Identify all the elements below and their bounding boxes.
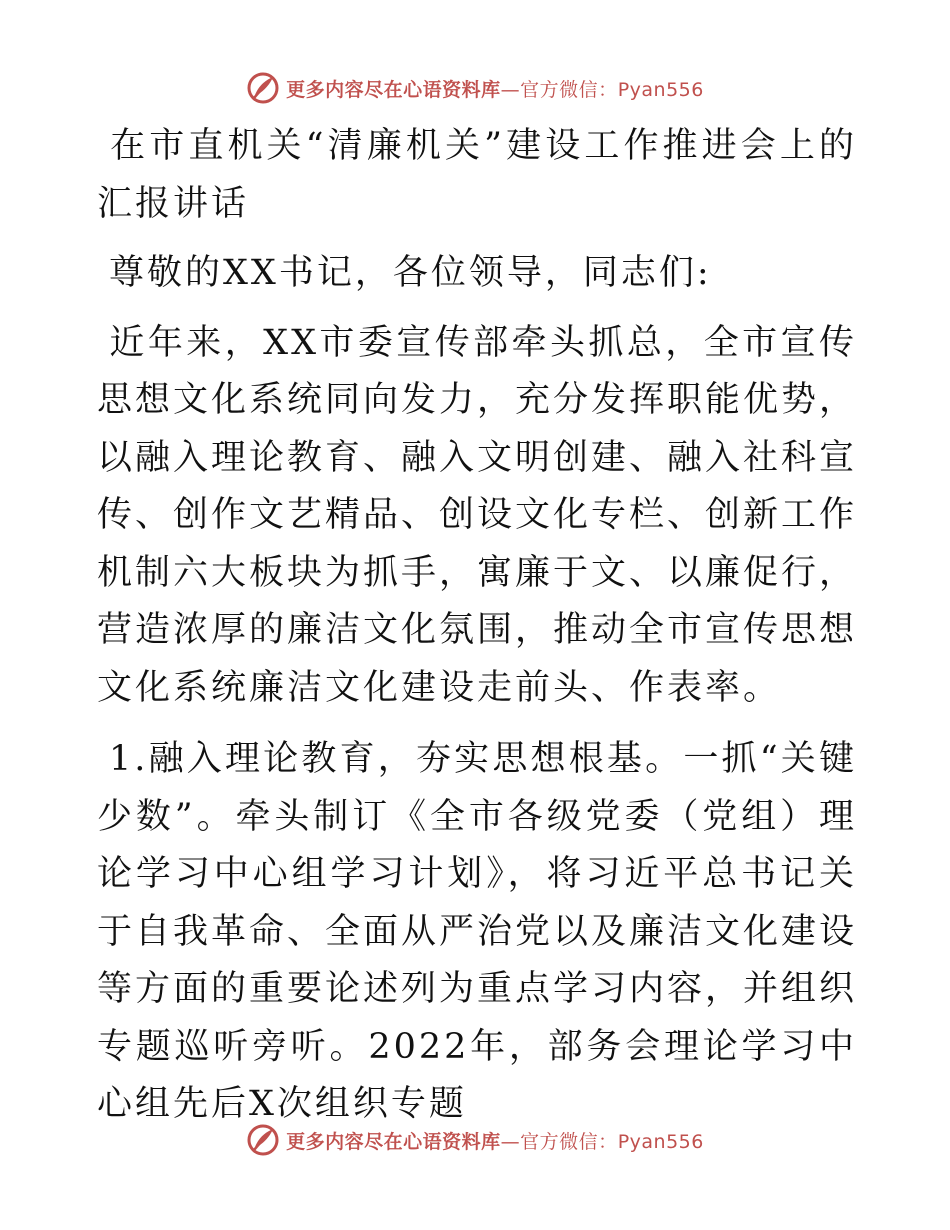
watermark-separator: — bbox=[500, 1130, 521, 1153]
watermark-main-text: 更多内容尽在心语资料库 bbox=[286, 78, 501, 101]
greeting-line: 尊敬的XX书记，各位领导，同志们: bbox=[109, 253, 712, 293]
watermark-sub-text: 官方微信： bbox=[520, 78, 618, 101]
watermark-sub-text: 官方微信： bbox=[520, 1130, 618, 1153]
watermark-account: Pyan556 bbox=[617, 1130, 704, 1153]
feather-pen-logo-icon bbox=[246, 1123, 280, 1157]
watermark-banner-top bbox=[0, 68, 950, 108]
watermark-separator: — bbox=[500, 78, 521, 101]
feather-pen-logo-icon bbox=[246, 71, 280, 105]
watermark-account: Pyan556 bbox=[617, 78, 704, 101]
document-body bbox=[97, 118, 857, 1134]
paragraph-theory-education: 1.融入理论教育，夯实思想根基。一抓“关键少数”。牵头制订《全市各级党委（党组）理论学习中心组学习计划》，将习近平总书记关于自我革命、全面从严治党以及廉洁文化建设等方面的重要论述列为重点学习内容，并组织专题巡听旁听。2022年，部务会理论学习中心组先后X次组织专题 bbox=[97, 739, 858, 1124]
watermark-text bbox=[286, 1127, 704, 1154]
document-title: 在市直机关“清廉机关”建设工作推进会上的汇报讲话 bbox=[97, 126, 857, 224]
watermark-banner-bottom bbox=[0, 1120, 950, 1160]
paragraph-intro: 近年来，XX市委宣传部牵头抓总，全市宣传思想文化系统同向发力，充分发挥职能优势，以融入理论教育、融入文明创建、融入社科宣传、创作文艺精品、创设文化专栏、创新工作机制六大板块为抓手，寓廉于文、以廉促行，营造浓厚的廉洁文化氛围，推动全市宣传思想文化系统廉洁文化建设走前头、作表率。 bbox=[97, 322, 858, 708]
watermark-text bbox=[286, 75, 704, 102]
watermark-main-text: 更多内容尽在心语资料库 bbox=[286, 1130, 501, 1153]
